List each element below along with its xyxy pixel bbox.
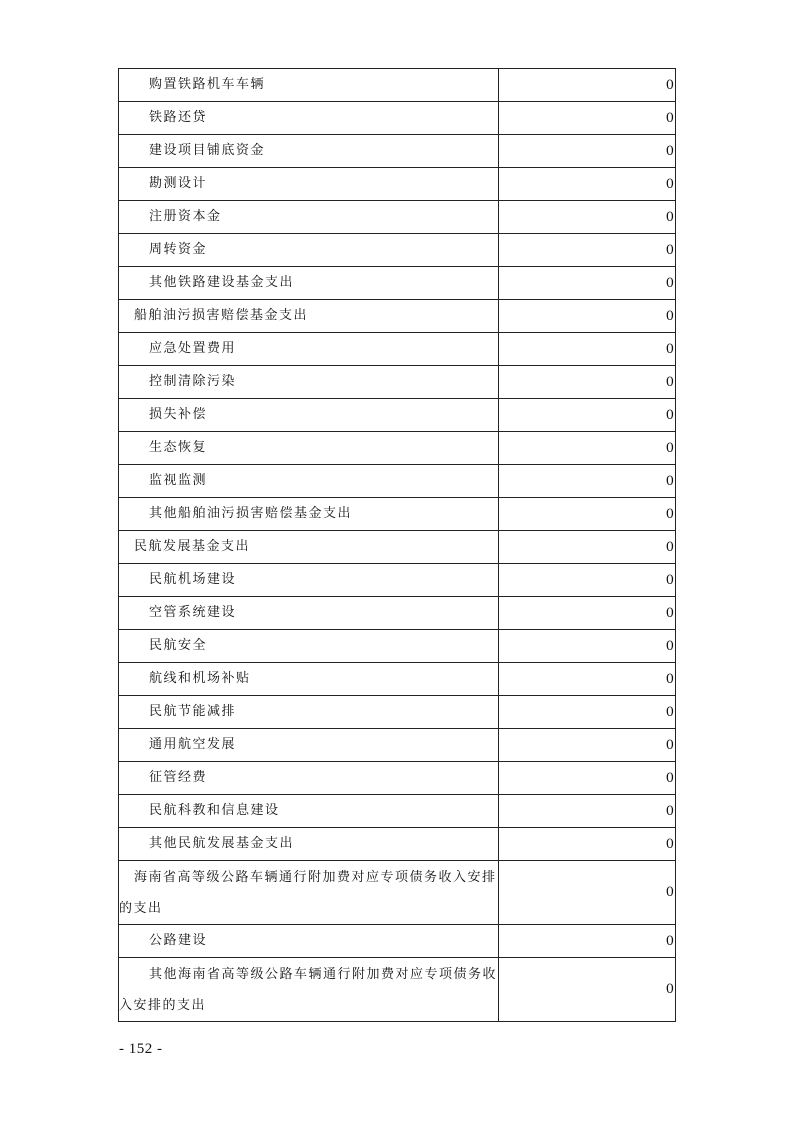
item-cell: [119, 630, 499, 663]
item-cell: [119, 861, 499, 925]
table-row: [119, 498, 676, 531]
item-label: 勘测设计: [149, 176, 208, 191]
item-label: 海南省高等级公路车辆通行附加费对应专项债务收入安排的支出: [119, 869, 497, 916]
item-cell: [119, 300, 499, 333]
item-cell: [119, 267, 499, 300]
table-row: [119, 300, 676, 333]
amount-cell: 0: [499, 861, 676, 925]
table-row: [119, 729, 676, 762]
item-cell: [119, 729, 499, 762]
item-cell: [119, 958, 499, 1022]
item-label: 民航发展基金支出: [134, 539, 251, 554]
table-row: [119, 366, 676, 399]
table-row: [119, 828, 676, 861]
amount-cell: 0: [499, 696, 676, 729]
table-row: [119, 432, 676, 465]
item-label: 购置铁路机车车辆: [149, 77, 266, 92]
item-cell: [119, 828, 499, 861]
item-cell: [119, 135, 499, 168]
item-label: 其他民航发展基金支出: [149, 836, 295, 851]
amount-cell: 0: [499, 531, 676, 564]
item-cell: [119, 465, 499, 498]
table-row: [119, 69, 676, 102]
table-row: [119, 861, 676, 925]
table-row: [119, 597, 676, 630]
table-row: [119, 333, 676, 366]
item-cell: [119, 168, 499, 201]
amount-cell: 0: [499, 958, 676, 1022]
page-number: - 152 -: [119, 1041, 163, 1057]
item-cell: [119, 663, 499, 696]
amount-cell: 0: [499, 300, 676, 333]
item-label: 民航科教和信息建设: [149, 803, 280, 818]
item-label: 其他铁路建设基金支出: [149, 275, 295, 290]
item-cell: [119, 234, 499, 267]
amount-cell: 0: [499, 925, 676, 958]
table-row: [119, 267, 676, 300]
table-row: [119, 958, 676, 1022]
amount-cell: 0: [499, 663, 676, 696]
item-cell: [119, 333, 499, 366]
item-label: 损失补偿: [149, 407, 208, 422]
item-cell: [119, 795, 499, 828]
item-label: 通用航空发展: [149, 737, 237, 752]
table-row: [119, 168, 676, 201]
amount-cell: 0: [499, 168, 676, 201]
item-label: 民航安全: [149, 638, 208, 653]
item-label: 监视监测: [149, 473, 208, 488]
item-cell: [119, 102, 499, 135]
amount-cell: 0: [499, 399, 676, 432]
item-label: 建设项目铺底资金: [149, 143, 266, 158]
amount-cell: 0: [499, 762, 676, 795]
item-label: 空管系统建设: [149, 605, 237, 620]
table-row: [119, 399, 676, 432]
item-cell: [119, 564, 499, 597]
item-cell: [119, 762, 499, 795]
amount-cell: 0: [499, 135, 676, 168]
item-cell: [119, 366, 499, 399]
table-row: [119, 102, 676, 135]
item-label: 控制清除污染: [149, 374, 237, 389]
table-row: [119, 201, 676, 234]
item-label: 征管经费: [149, 770, 208, 785]
amount-cell: 0: [499, 201, 676, 234]
amount-cell: 0: [499, 102, 676, 135]
item-label: 航线和机场补贴: [149, 671, 251, 686]
item-label: 周转资金: [149, 242, 208, 257]
table-row: [119, 925, 676, 958]
amount-cell: 0: [499, 498, 676, 531]
table-row: [119, 135, 676, 168]
item-label: 注册资本金: [149, 209, 222, 224]
amount-cell: 0: [499, 366, 676, 399]
table-row: [119, 564, 676, 597]
item-label: 民航机场建设: [149, 572, 237, 587]
amount-cell: 0: [499, 333, 676, 366]
item-label: 民航节能减排: [149, 704, 237, 719]
table-row: [119, 696, 676, 729]
item-label: 铁路还贷: [149, 110, 208, 125]
table-row: [119, 234, 676, 267]
item-cell: [119, 597, 499, 630]
item-cell: [119, 498, 499, 531]
item-label: 船舶油污损害赔偿基金支出: [134, 308, 309, 323]
item-cell: [119, 925, 499, 958]
item-label: 其他海南省高等级公路车辆通行附加费对应专项债务收入安排的支出: [119, 966, 498, 1013]
item-label: 其他船舶油污损害赔偿基金支出: [149, 506, 353, 521]
item-cell: [119, 696, 499, 729]
amount-cell: 0: [499, 69, 676, 102]
amount-cell: 0: [499, 465, 676, 498]
table-row: [119, 762, 676, 795]
table-row: [119, 531, 676, 564]
item-cell: [119, 69, 499, 102]
item-cell: [119, 399, 499, 432]
table-row: [119, 663, 676, 696]
item-label: 生态恢复: [149, 440, 208, 455]
table-row: [119, 630, 676, 663]
amount-cell: 0: [499, 828, 676, 861]
amount-cell: 0: [499, 597, 676, 630]
amount-cell: 0: [499, 630, 676, 663]
item-cell: [119, 201, 499, 234]
table-row: [119, 795, 676, 828]
amount-cell: 0: [499, 432, 676, 465]
amount-cell: 0: [499, 729, 676, 762]
item-label: 公路建设: [149, 933, 208, 948]
amount-cell: 0: [499, 234, 676, 267]
item-cell: [119, 432, 499, 465]
amount-cell: 0: [499, 564, 676, 597]
item-cell: [119, 531, 499, 564]
table-row: [119, 465, 676, 498]
amount-cell: 0: [499, 795, 676, 828]
amount-cell: 0: [499, 267, 676, 300]
item-label: 应急处置费用: [149, 341, 237, 356]
expenditure-table: [118, 68, 676, 1022]
